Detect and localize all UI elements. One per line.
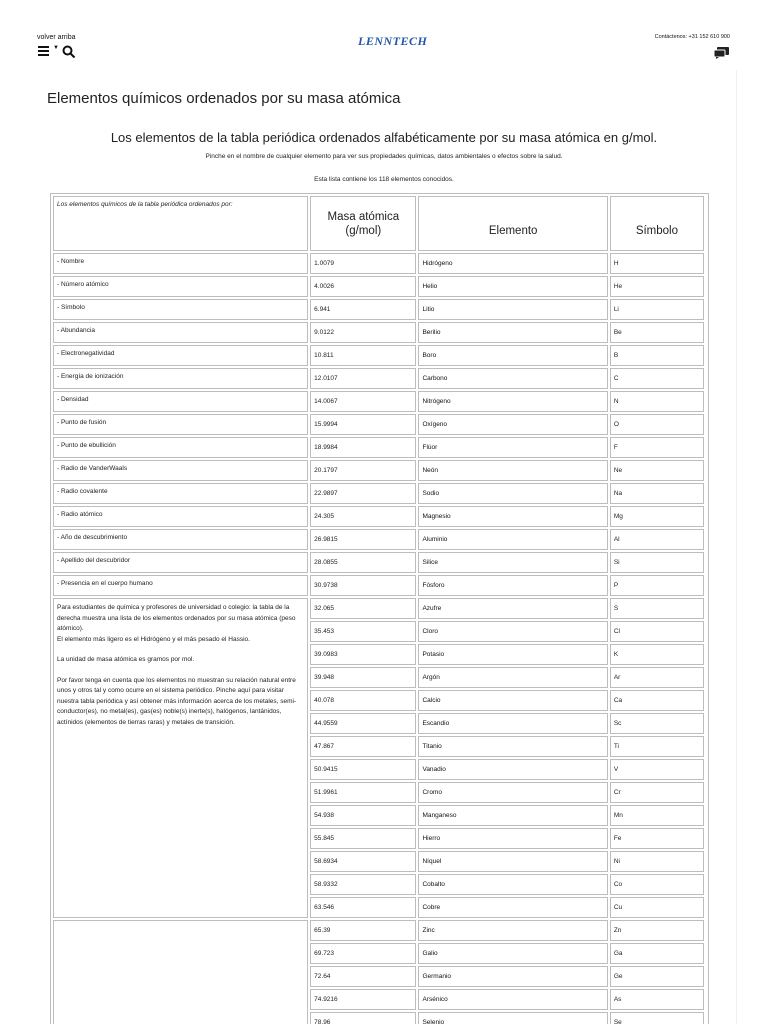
column-header-mass: Masa atómica (g/mol) — [310, 196, 416, 251]
element-name-link[interactable]: Cobalto — [418, 874, 607, 895]
table-row — [53, 391, 704, 412]
element-symbol-cell: Mn — [610, 805, 704, 826]
element-symbol-cell: Na — [610, 483, 704, 504]
element-name-link[interactable]: Neón — [418, 460, 607, 481]
atomic-mass-cell: 44.9559 — [310, 713, 416, 734]
instruction-text: Pinche en el nombre de cualquier elemento para ver sus propiedades químicas, datos ambientales o efectos sobre la salud. — [205, 153, 563, 160]
element-symbol-cell: Mg — [610, 506, 704, 527]
element-name-link[interactable]: Galio — [418, 943, 607, 964]
element-symbol-cell: He — [610, 276, 704, 297]
atomic-mass-cell: 22.9897 — [310, 483, 416, 504]
atomic-mass-cell: 74.9216 — [310, 989, 416, 1010]
table-row — [53, 552, 704, 573]
atomic-mass-cell: 9.0122 — [310, 322, 416, 343]
element-name-link[interactable]: Vanadio — [418, 759, 607, 780]
atomic-mass-cell: 39.948 — [310, 667, 416, 688]
element-symbol-cell: Ni — [610, 851, 704, 872]
atomic-mass-cell: 6.941 — [310, 299, 416, 320]
elements-table-container — [50, 193, 709, 1024]
atomic-mass-cell: 26.9815 — [310, 529, 416, 550]
sort-option-link[interactable]: - Número atómico — [53, 276, 308, 297]
atomic-mass-cell: 10.811 — [310, 345, 416, 366]
element-name-link[interactable]: Cobre — [418, 897, 607, 918]
table-row — [53, 368, 704, 389]
page-subtitle: Los elementos de la tabla periódica ordenados alfabéticamente por su masa atómica en g/mol. — [110, 130, 658, 145]
sort-option-link[interactable]: - Punto de fusión — [53, 414, 308, 435]
info-paragraph[interactable]: Por favor tenga en cuenta que los elementos no muestran su relación natural entre unos y otros tal y como ocurre en el sistema periódico. Pinche aquí para visitar nuestra tabla periódica y así obtener más información acerca de los metales, semi-conductor(es), no metal(es), gas(es) noble(s) inerte(s), halógenos, lantánidos, actínidos (elementos de tierras raras) y metales de transición. — [57, 676, 297, 726]
element-name-link[interactable]: Fósforo — [418, 575, 607, 596]
element-name-link[interactable]: Níquel — [418, 851, 607, 872]
element-symbol-cell: H — [610, 253, 704, 274]
caret-down-icon[interactable]: ▼ — [53, 45, 59, 51]
element-symbol-cell: Ne — [610, 460, 704, 481]
element-name-link[interactable]: Sodio — [418, 483, 607, 504]
element-symbol-cell: Cr — [610, 782, 704, 803]
element-symbol-cell: S — [610, 598, 704, 619]
element-name-link[interactable]: Manganeso — [418, 805, 607, 826]
element-symbol-cell: Co — [610, 874, 704, 895]
atomic-mass-cell: 65.39 — [310, 920, 416, 941]
atomic-mass-cell: 24.305 — [310, 506, 416, 527]
atomic-mass-cell: 47.867 — [310, 736, 416, 757]
element-name-link[interactable]: Zinc — [418, 920, 607, 941]
element-name-link[interactable]: Selenio — [418, 1012, 607, 1024]
column-header-element: Elemento — [418, 196, 607, 251]
atomic-mass-cell: 78.96 — [310, 1012, 416, 1024]
sort-option-link[interactable]: - Presencia en el cuerpo humano — [53, 575, 308, 596]
info-paragraph: Para estudiantes de química y profesores de universidad o colegio: la tabla de la derecha muestra una lista de los elementos ordenados por su masa atómica (peso atómico). — [57, 604, 296, 632]
element-symbol-cell: Se — [610, 1012, 704, 1024]
sort-option-link[interactable]: - Año de descubrimiento — [53, 529, 308, 550]
element-symbol-cell: Ca — [610, 690, 704, 711]
top-bar — [0, 0, 768, 70]
table-row — [53, 506, 704, 527]
element-name-link[interactable]: Aluminio — [418, 529, 607, 550]
atomic-mass-cell: 58.6934 — [310, 851, 416, 872]
sort-option-link[interactable]: - Radio covalente — [53, 483, 308, 504]
sort-option-link[interactable]: - Electronegatividad — [53, 345, 308, 366]
atomic-mass-cell: 32.065 — [310, 598, 416, 619]
element-name-link[interactable]: Escandio — [418, 713, 607, 734]
element-count-note: Esta lista contiene los 118 elementos conocidos. — [314, 176, 454, 183]
sort-option-link[interactable]: - Radio atómico — [53, 506, 308, 527]
table-row — [53, 345, 704, 366]
element-name-link[interactable]: Argón — [418, 667, 607, 688]
element-name-link[interactable]: Oxígeno — [418, 414, 607, 435]
table-row — [53, 437, 704, 458]
element-symbol-cell: Zn — [610, 920, 704, 941]
atomic-mass-cell: 69.723 — [310, 943, 416, 964]
element-symbol-cell: Ga — [610, 943, 704, 964]
atomic-mass-cell: 35.453 — [310, 621, 416, 642]
element-symbol-cell: Si — [610, 552, 704, 573]
atomic-mass-cell: 54.938 — [310, 805, 416, 826]
sort-option-link[interactable]: - Nombre — [53, 253, 308, 274]
table-row — [53, 414, 704, 435]
sort-option-link[interactable]: - Abundancia — [53, 322, 308, 343]
atomic-mass-cell: 40.078 — [310, 690, 416, 711]
element-name-link[interactable]: Flúor — [418, 437, 607, 458]
element-symbol-cell: Cu — [610, 897, 704, 918]
table-row — [53, 322, 704, 343]
atomic-mass-cell: 63.546 — [310, 897, 416, 918]
element-symbol-cell: As — [610, 989, 704, 1010]
lenntech-logo[interactable]: LENNTECH — [358, 34, 428, 48]
element-name-link[interactable]: Cloro — [418, 621, 607, 642]
sort-option-link[interactable]: - Apellido del descubridor — [53, 552, 308, 573]
element-symbol-cell: Li — [610, 299, 704, 320]
table-row — [53, 920, 704, 941]
info-text-cell — [53, 598, 308, 918]
element-name-link[interactable]: Calcio — [418, 690, 607, 711]
element-symbol-cell: Sc — [610, 713, 704, 734]
element-symbol-cell: Ge — [610, 966, 704, 987]
table-row — [53, 529, 704, 550]
atomic-mass-cell: 72.64 — [310, 966, 416, 987]
atomic-mass-cell: 39.0983 — [310, 644, 416, 665]
empty-cell — [53, 920, 308, 1024]
table-row — [53, 483, 704, 504]
page-title: Elementos químicos ordenados por su masa atómica — [47, 90, 401, 107]
element-name-link[interactable]: Arsénico — [418, 989, 607, 1010]
element-name-link[interactable]: Hierro — [418, 828, 607, 849]
element-symbol-cell: C — [610, 368, 704, 389]
info-paragraph: La unidad de masa atómica es gramos por mol. — [57, 656, 195, 663]
element-name-link[interactable]: Berilio — [418, 322, 607, 343]
table-row — [53, 299, 704, 320]
element-symbol-cell: K — [610, 644, 704, 665]
element-symbol-cell: Cl — [610, 621, 704, 642]
sort-option-link[interactable]: - Densidad — [53, 391, 308, 412]
element-name-link[interactable]: Hidrógeno — [418, 253, 607, 274]
sort-option-link[interactable]: - Punto de ebullición — [53, 437, 308, 458]
table-row — [53, 575, 704, 596]
atomic-mass-cell: 30.9738 — [310, 575, 416, 596]
table-header-row — [53, 196, 704, 251]
atomic-mass-cell: 28.0855 — [310, 552, 416, 573]
element-symbol-cell: O — [610, 414, 704, 435]
element-name-link[interactable]: Magnesio — [418, 506, 607, 527]
atomic-mass-cell: 1.0079 — [310, 253, 416, 274]
table-row — [53, 460, 704, 481]
elements-table — [51, 194, 706, 1024]
atomic-mass-cell: 15.9994 — [310, 414, 416, 435]
back-to-top-link[interactable]: volver arriba — [37, 34, 76, 41]
sort-heading: Los elementos químicos de la tabla periódica ordenados por: — [53, 196, 308, 251]
element-name-link[interactable]: Silice — [418, 552, 607, 573]
search-icon[interactable] — [62, 45, 76, 59]
atomic-mass-cell: 55.845 — [310, 828, 416, 849]
atomic-mass-cell: 14.0067 — [310, 391, 416, 412]
sort-option-link[interactable]: - Energía de ionización — [53, 368, 308, 389]
table-row — [53, 253, 704, 274]
element-symbol-cell: Al — [610, 529, 704, 550]
atomic-mass-cell: 18.9984 — [310, 437, 416, 458]
element-name-link[interactable]: Titanio — [418, 736, 607, 757]
element-name-link[interactable]: Boro — [418, 345, 607, 366]
menu-icon[interactable] — [38, 46, 52, 57]
element-name-link[interactable]: Litio — [418, 299, 607, 320]
contact-phone[interactable]: Contáctenos: +31 152 610 900 — [654, 34, 730, 40]
element-name-link[interactable]: Germanio — [418, 966, 607, 987]
element-name-link[interactable]: Helio — [418, 276, 607, 297]
atomic-mass-cell: 20.1797 — [310, 460, 416, 481]
element-symbol-cell: F — [610, 437, 704, 458]
element-name-link[interactable]: Potasio — [418, 644, 607, 665]
chat-icon[interactable] — [714, 46, 729, 58]
atomic-mass-cell: 12.0107 — [310, 368, 416, 389]
element-name-link[interactable]: Azufre — [418, 598, 607, 619]
sort-option-link[interactable]: - Símbolo — [53, 299, 308, 320]
atomic-mass-cell: 50.9415 — [310, 759, 416, 780]
element-name-link[interactable]: Nitrógeno — [418, 391, 607, 412]
atomic-mass-cell: 4.0026 — [310, 276, 416, 297]
info-paragraph: El elemento más ligero es el Hidrógeno y el más pesado el Hassio. — [57, 635, 250, 643]
table-row — [53, 276, 704, 297]
element-symbol-cell: B — [610, 345, 704, 366]
column-header-symbol: Símbolo — [610, 196, 704, 251]
element-name-link[interactable]: Carbono — [418, 368, 607, 389]
element-symbol-cell: Ti — [610, 736, 704, 757]
table-row — [53, 598, 704, 619]
element-symbol-cell: Ar — [610, 667, 704, 688]
sort-option-link[interactable]: - Radio de VanderWaals — [53, 460, 308, 481]
element-symbol-cell: V — [610, 759, 704, 780]
element-name-link[interactable]: Cromo — [418, 782, 607, 803]
page-edge — [736, 70, 737, 1024]
element-symbol-cell: P — [610, 575, 704, 596]
element-symbol-cell: Be — [610, 322, 704, 343]
atomic-mass-cell: 58.9332 — [310, 874, 416, 895]
atomic-mass-cell: 51.9961 — [310, 782, 416, 803]
element-symbol-cell: Fe — [610, 828, 704, 849]
element-symbol-cell: N — [610, 391, 704, 412]
